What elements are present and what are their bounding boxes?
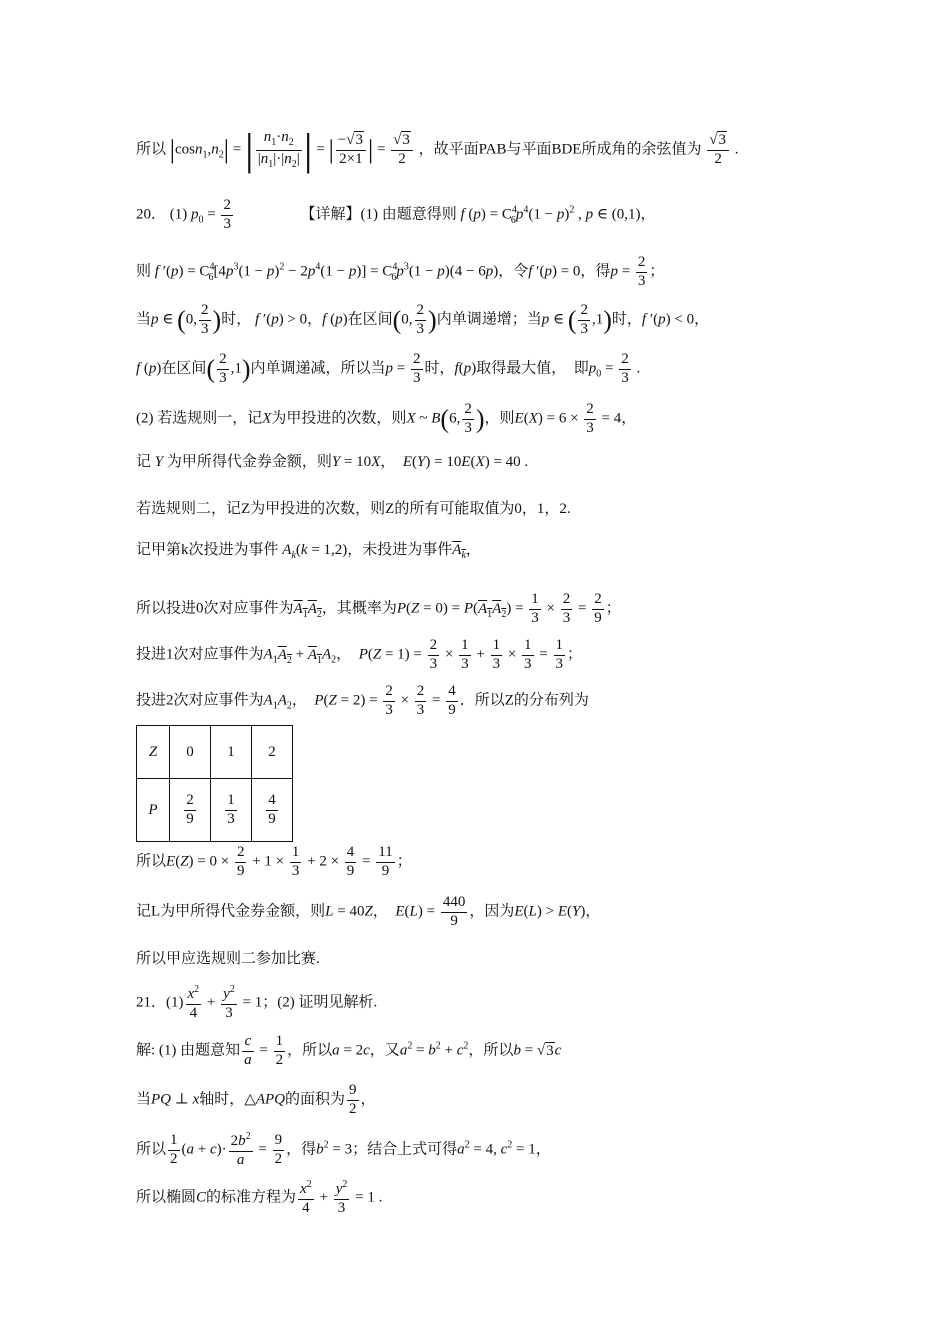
text-so-4: ，所以 — [468, 1042, 514, 1059]
text-solution: 解: (1) 由题意知 — [136, 1042, 241, 1059]
text-interval-2: 在区间 — [161, 360, 207, 377]
text-interval: 在区间 — [347, 311, 393, 328]
text-conclusion: ，故平面PAB与平面BDE所成角的余弦值为 — [418, 141, 702, 158]
line-y-expectation: 记 Y 为甲所得代金券金额，则Y = 10X， E(Y) = 10E(X) = 40 . — [136, 454, 529, 470]
text-rule-two: 若选规则二，记Z为甲投进的次数，则Z的所有可能取值为0，1，2. — [136, 501, 571, 517]
text-shots: 为甲投进的次数，则 — [271, 410, 407, 427]
text-rule-one: (2) 若选规则一，记 — [136, 410, 263, 427]
text-let-y: 记 — [136, 454, 152, 470]
text-voucher: 为甲所得代金券金额，则 — [166, 454, 332, 470]
text-then: 则 — [136, 263, 152, 280]
table-cell-0: 0 — [170, 726, 211, 779]
question-number-21: 21．(1) — [136, 994, 184, 1011]
line-cos-result: 所以 $|\cos n_1,n_2|$ = | $\frac{n_1\cdot n_2}{|n_1|\cdot|n_2|}$ | = | $\frac{-√3}{2\times 1}$ | = $\frac{√3}{2}$ ，故平面PAB与平面BDE所成角的余弦值为 $\frac{√3}{2}$ . — [136, 125, 739, 174]
text-standard: 的标准方程为 — [206, 1189, 297, 1206]
line-ellipse-equation: 所以椭圆C的标准方程为 $\frac{x^2}{4}$ + $\frac{y^2}{3}$ = 1 . — [136, 1179, 383, 1216]
text-let: ，令 — [498, 263, 529, 280]
line-decreasing: f (p)在区间( $\frac{2}{3}$ ,1)内单调递减，所以当p = $\frac{2}{3}$ 时，f(p)取得最大值， 即$p_0$ = $\frac{2}{3}$ . — [136, 351, 641, 386]
text-so-3: ，所以 — [287, 1042, 333, 1059]
table-cell-1: 1 — [211, 726, 252, 779]
table-row-values — [137, 726, 293, 779]
table-cell-z: Z — [137, 726, 170, 779]
text-so-2: 所以 — [136, 853, 167, 870]
line-p-zero: 所以投进0次对应事件为$A_1A_2$，其概率为$P(Z = 0) = P(A_1A_2)$ = $\frac{1}{3}$ × $\frac{2}{3}$ = $\frac{2}{9}$ ； — [136, 591, 621, 626]
text-so-5: 所以 — [136, 1141, 167, 1158]
table-cell-prob-2: $\frac{4}{9}$ — [252, 779, 293, 842]
line-rule-one: (2) 若选规则一，记X为甲投进的次数，则X ~ B(6, $\frac{2}{3}$ )，则E(X) = 6 × $\frac{2}{3}$ = 4， — [136, 401, 637, 436]
line-el: 记L为甲所得代金券金额，则L = 40Z， E(L) = $\frac{440}{9}$ ，因为E(L) > E(Y)， — [136, 894, 601, 929]
line-q20-header: 20． (1) $p_0$ = $\frac{2}{3}$ 【详解】(1) 由题意得则 f $(p) = C^4_6p^4(1 - p)^2$ , p ∈ (0,1)， — [136, 197, 656, 232]
text-let-l: 记L为甲所得代金券金额，则 — [136, 903, 326, 920]
text-area: 的面积为 — [285, 1091, 346, 1108]
text-when: 当 — [136, 311, 152, 328]
question-number-20: 20． — [136, 206, 167, 223]
text-event: 记甲第k次投进为事件 — [136, 542, 279, 558]
line-derivative: 则 f $'(p) = C^4_6[4p^3(1 - p)^2 - 2p^4(1 - p)] = C^4_6p^3(1 - p)(4 - 6p)$，令f ′(p) = 0，得p = $\frac{2}{3}$ ； — [136, 254, 665, 289]
text-prob: ，其概率为 — [321, 600, 397, 617]
line-q21-header: 21．(1) $\frac{x^2}{4}$ + $\frac{y^2}{3}$ = 1；(2) 证明见解析. — [136, 984, 378, 1021]
line-rule-two — [136, 502, 571, 517]
text-max: 取得最大值， 即 — [476, 360, 589, 377]
answer-label: (1) — [169, 206, 188, 223]
line-ez: 所以E(Z) = 0 × $\frac{2}{9}$ + 1 × $\frac{1}{3}$ + 2 × $\frac{4}{9}$ = $\frac{11}{9}$ ； — [136, 844, 412, 879]
text-get-2: ，得 — [286, 1141, 317, 1158]
text-choose: 所以甲应选规则二参加比赛. — [136, 951, 320, 967]
text-so: 所以 — [136, 141, 167, 158]
line-events: 记甲第k次投进为事件 $A_k(k = 1,2)$，未投进为事件$A_k$， — [136, 542, 481, 561]
line-p-one: 投进1次对应事件为$A_1A_2 + A_1A_2$， P(Z = 1) = $\frac{2}{3}$ × $\frac{1}{3}$ + $\frac{1}{3}$ × $\frac{1}{3}$ = $\frac{1}{3}$ ； — [136, 637, 583, 672]
text-miss: ，未投进为事件 — [347, 542, 453, 558]
table-row-probs — [137, 779, 293, 842]
text-then-2: ，则 — [484, 410, 515, 427]
text-zero-event: 所以投进0次对应事件为 — [136, 600, 294, 617]
text-time-3: 时， — [424, 360, 455, 377]
text-axis: 轴时， — [199, 1091, 245, 1108]
text-when-2: 当 — [136, 1091, 152, 1108]
line-p-two: 投进2次对应事件为$A_1A_2$， P(Z = 2) = $\frac{2}{3}$ × $\frac{2}{3}$ = $\frac{4}{9}$ ．所以Z的分布列为 — [136, 683, 589, 718]
text-one-event: 投进1次对应事件为 — [136, 646, 264, 663]
text-ellipse: 所以椭圆 — [136, 1189, 197, 1206]
text-time: 时， — [221, 311, 252, 328]
detail-tag: 【详解】(1) 由题意得则 — [300, 206, 457, 223]
text-because: ，因为 — [469, 903, 515, 920]
text-decreasing: 内单调递减，所以当 — [250, 360, 386, 377]
table-cell-2: 2 — [252, 726, 293, 779]
text-also: ，又 — [369, 1042, 400, 1059]
text-combine: ；结合上式可得 — [352, 1141, 458, 1158]
table-cell-p: P — [137, 779, 170, 842]
line-eccentricity: 解: (1) 由题意知 $\frac{c}{a}$ = $\frac{1}{2}$ ，所以a = 2c，又$a^2 = b^2 + c^2$，所以b = √3c — [136, 1033, 562, 1068]
text-time-2: 时， — [611, 311, 642, 328]
line-increasing: 当p ∈ (0, $\frac{2}{3}$ )时， f ′(p) > 0，f (p)在区间(0, $\frac{2}{3}$ )内单调递增；当p ∈ ( $\frac{2}{3}$ ,1)时，f ′(p) < 0， — [136, 302, 710, 337]
table-cell-prob-0: $\frac{2}{9}$ — [170, 779, 211, 842]
table-cell-prob-1: $\frac{1}{3}$ — [211, 779, 252, 842]
line-choose-rule — [136, 952, 320, 967]
line-area: 当PQ ⊥ x轴时，△APQ的面积为 $\frac{9}{2}$ ， — [136, 1082, 376, 1117]
text-proof: ；(2) 证明见解析. — [262, 994, 378, 1011]
text-increasing: 内单调递增；当 — [436, 311, 542, 328]
text-distribution: ．所以Z的分布列为 — [459, 692, 589, 709]
text-two-event: 投进2次对应事件为 — [136, 692, 264, 709]
distribution-table — [136, 725, 293, 842]
text-get: ，得 — [580, 263, 611, 280]
line-b-squared: 所以 $\frac{1}{2}$ (a + c)· $\frac{2b^2}{a}$ = $\frac{9}{2}$ ，得$b^2 = 3$；结合上式可得$a^2 = 4$, $c^2 = 1$， — [136, 1131, 551, 1168]
